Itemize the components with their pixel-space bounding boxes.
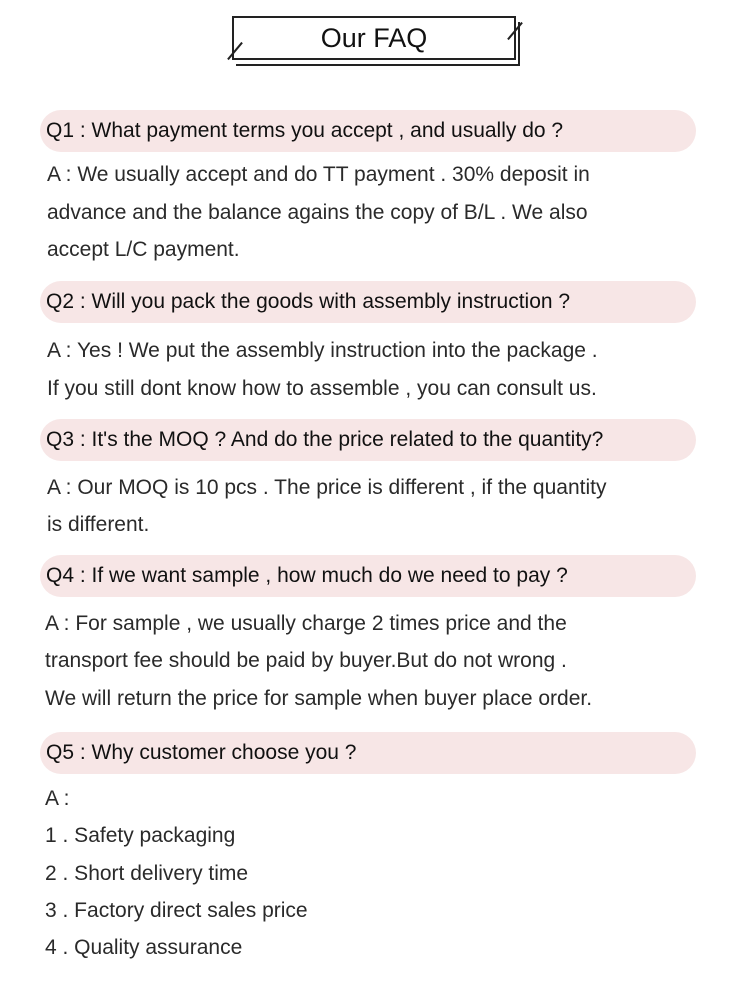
answer-line: is different. bbox=[47, 513, 150, 536]
answer-line: transport fee should be paid by buyer.But do not wrong . bbox=[45, 649, 567, 672]
answer-line: A : We usually accept and do TT payment . 30% deposit in bbox=[47, 163, 590, 186]
page-title: Our FAQ bbox=[232, 16, 516, 60]
answer-list-item: 4 . Quality assurance bbox=[45, 936, 243, 959]
answer-line: A : bbox=[45, 787, 70, 810]
question-text: Q5 : Why customer choose you ? bbox=[46, 741, 357, 764]
answer-line: advance and the balance agains the copy of B/L . We also bbox=[47, 201, 588, 224]
question-text: Q3 : It's the MOQ ? And do the price related to the quantity? bbox=[46, 428, 604, 451]
question-text: Q1 : What payment terms you accept , and usually do ? bbox=[46, 119, 564, 142]
answer-list-item: 1 . Safety packaging bbox=[45, 824, 236, 847]
answer-line: accept L/C payment. bbox=[47, 238, 240, 261]
answer-line: A : Our MOQ is 10 pcs . The price is different , if the quantity bbox=[47, 476, 607, 499]
answer-line: A : For sample , we usually charge 2 times price and the bbox=[45, 612, 567, 635]
answer-line: If you still dont know how to assemble , you can consult us. bbox=[47, 377, 597, 400]
answer-line: A : Yes ! We put the assembly instruction into the package . bbox=[47, 339, 598, 362]
answer-line: We will return the price for sample when buyer place order. bbox=[45, 687, 593, 710]
answer-list-item: 2 . Short delivery time bbox=[45, 862, 249, 885]
question-text: Q4 : If we want sample , how much do we need to pay ? bbox=[46, 564, 568, 587]
question-text: Q2 : Will you pack the goods with assembly instruction ? bbox=[46, 290, 571, 313]
answer-list-item: 3 . Factory direct sales price bbox=[45, 899, 308, 922]
faq-title-frame bbox=[228, 14, 524, 66]
